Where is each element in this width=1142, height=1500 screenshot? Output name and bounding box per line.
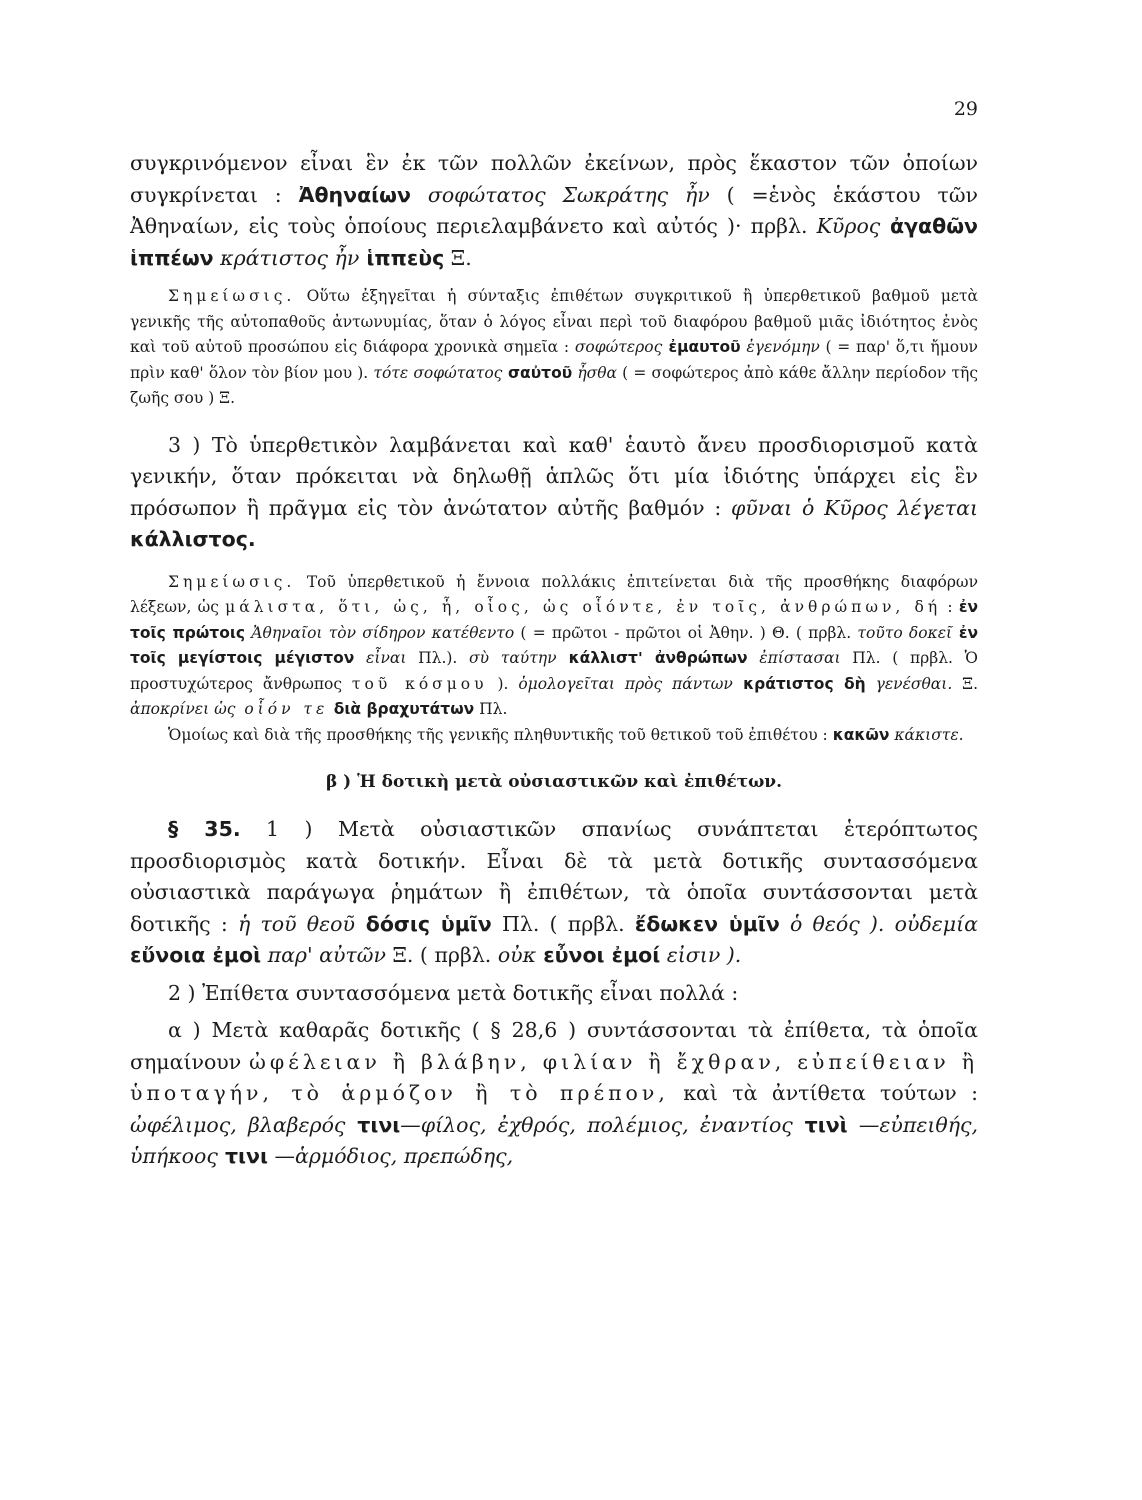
bold-term: ἐν τοῖς μεγίστοις μέγιστον	[130, 623, 979, 667]
paragraph-pure-dative	[130, 1015, 978, 1173]
text-run: ( = σοφώτερος ἀπὸ κάθε ἄλλην περίοδον τῆς ζωῆς σου ) Ξ.	[130, 363, 979, 407]
example-text: ἀποκρίνει ὡς	[130, 700, 236, 718]
bold-term: κάλλιστος.	[130, 527, 256, 551]
text-run: Πλ. ( πρβλ. Ὁ προστυχώτερος ἄνθρωπος	[130, 649, 978, 693]
spaced-words: τοῦ κόσμου	[351, 674, 488, 693]
bold-term: κάλλιστ' ἀνθρώπων	[556, 649, 748, 667]
text-run: ).	[487, 674, 519, 693]
example-text: ὠφέλιμος, βλαβερός	[130, 1112, 346, 1137]
bold-term: εὖνοι ἐμοί	[536, 943, 661, 967]
example-text: —ἁρμόδιος, πρεπώδης,	[268, 1144, 514, 1168]
text-run: Πλ.	[474, 700, 508, 718]
note-label: Σημείωσις.	[168, 287, 296, 305]
text-run: Ὁμοίως καὶ διὰ τῆς προσθήκης τῆς γενικῆς πληθυντικῆς τοῦ θετικοῦ τοῦ ἐπιθέτου :	[168, 725, 833, 744]
example-text: οὐκ	[497, 943, 537, 967]
example-text: Ἀθηναῖοι τὸν σίδηρον κατέθεντο	[245, 623, 515, 642]
text-run: α ) Μετὰ καθαρᾶς δοτικῆς ( § 28,6 ) συντάσσονται τὰ ἐπίθετα, τὰ ὁποῖα σημαίνουν	[130, 1018, 978, 1074]
bold-term: τινι	[217, 1144, 268, 1168]
note-genitive-plural	[130, 723, 978, 749]
bold-term: κράτιστος δὴ	[732, 674, 866, 693]
text-run: Ξ.	[444, 245, 472, 270]
bold-term: τινι	[345, 1112, 401, 1137]
bold-term: διὰ βραχυτάτων	[328, 700, 475, 718]
bold-term: σαὐτοῦ	[502, 363, 573, 382]
text-run: Ξ. ( πρβλ.	[385, 943, 498, 967]
text-run: καὶ τὰ ἀντίθετα τούτων :	[668, 1081, 978, 1105]
paragraph-adjectives-intro: 2 ) Ἐπίθετα συντασσόμενα μετὰ δοτικῆς εἶναι πολλά :	[168, 980, 739, 1005]
text-run: Ξ.	[952, 674, 979, 693]
text-run: Οὕτω ἐξηγεῖται ἡ σύνταξις ἐπιθέτων συγκριτικοῦ ἢ ὑπερθετικοῦ βαθμοῦ μετὰ γενικῆς τῆς αὐτοπαθοῦς ἀντωνυμίας, ὅταν ὁ λόγος εἶναι περὶ τοῦ διαφόρου βαθμοῦ μιᾶς ἰδιότητος ἑνὸς καὶ τοῦ αὐτοῦ προσώπου εἰς διάφορα χρονικὰ σημεῖα :	[130, 287, 978, 356]
bold-term: κακῶν	[832, 725, 890, 744]
example-text: γενέσθαι.	[865, 674, 953, 693]
paragraph-section-35	[130, 814, 978, 972]
example-text: τοῦτο δοκεῖ	[857, 623, 953, 642]
spaced-words: μάλιστα, ὅτι, ὡς, ἧ, οἷος, ὡς οἷόντε, ἐν τοῖς, ἀνθρώπων, δή	[225, 598, 942, 616]
bold-term: ἀγαθῶν ἱππέων	[130, 214, 978, 270]
text-run: Τοῦ ὑπερθετικοῦ ἡ ἔννοια πολλάκις ἐπιτείνεται διὰ τῆς προσθήκης διαφόρων λέξεων, ὡς	[130, 572, 978, 616]
example-text: παρ' αὐτῶν	[261, 943, 386, 967]
example-text: Κῦρος	[816, 214, 881, 238]
bold-term: ἔδωκεν ὑμῖν	[634, 911, 780, 936]
text-run: Πλ.).	[406, 649, 470, 667]
example-text: οὐδεμία	[884, 911, 979, 936]
bold-term: ἐμαυτοῦ	[662, 338, 741, 356]
spaced-words: οἷόν τε	[235, 700, 329, 718]
example-text: τότε σοφώτατος	[373, 363, 503, 382]
example-text: κάκιστε.	[889, 725, 964, 744]
note-label: Σημείωσις.	[168, 572, 296, 591]
text-run: ( =ἑνὸς ἑκάστου τῶν Ἀθηναίων, εἰς τοὺς ὁποίους περιελαμβάνετο καὶ αὐτός )· πρβλ.	[130, 182, 979, 238]
paragraph-superlative	[130, 430, 978, 556]
example-text: ἐγενόμην	[740, 338, 820, 356]
text-run: 1 ) Μετὰ οὐσιαστικῶν σπανίως συνάπτεται ἑτερόπτωτος προσδιορισμὸς κατὰ δοτικήν. Εἶναι δὲ τὰ μετὰ δοτικῆς συντασσόμενα οὐσιαστικὰ παράγωγα ῥημάτων ἢ ἐπιθέτων, τὰ ὁποῖα συντάσσονται μετὰ δοτικῆς :	[130, 817, 978, 936]
bold-term: ἐν τοῖς πρώτοις	[130, 598, 978, 642]
example-text: ὁμολογεῖται πρὸς πάντων	[518, 674, 733, 693]
bold-term: Ἀθηναίων	[298, 182, 411, 207]
bold-term: ἱππεὺς	[359, 245, 445, 270]
example-text: ἦσθα	[572, 363, 617, 382]
example-text: ἐπίστασαι	[747, 649, 841, 667]
bold-term: τινὶ	[792, 1112, 848, 1137]
example-text: φῦναι ὁ Κῦρος λέγεται	[731, 495, 978, 520]
section-number: § 35.	[168, 817, 241, 841]
example-text: —φίλος, ἐχθρός, πολέμιος, ἐναντίος	[400, 1112, 793, 1137]
text-column	[130, 148, 978, 1173]
section-heading: β ) Ἡ δοτικὴ μετὰ οὐσιαστικῶν καὶ ἐπιθέτων.	[325, 772, 783, 792]
example-text: σοφώτατος Σωκράτης ἦν	[410, 182, 710, 207]
page-number: 29	[953, 98, 978, 120]
text-run: ( = παρ' ὅ,τι ἤμουν πρὶν καθ' ὅλον τὸν βίον μου ).	[130, 338, 978, 382]
note-reflexive	[130, 284, 978, 412]
example-text: σὺ ταύτην	[469, 649, 557, 667]
paragraph-comparison	[130, 148, 978, 274]
text-run: Πλ. ( πρβλ.	[491, 911, 635, 936]
example-text: κράτιστος ἦν	[213, 245, 360, 270]
text-run: 3 ) Τὸ ὑπερθετικὸν λαμβάνεται καὶ καθ' ἑαυτὸ ἄνευ προσδιορισμοῦ κατὰ γενικήν, ὅταν πρόκειται νὰ δηλωθῇ ἁπλῶς ὅτι μία ἰδιότης ὑπάρχει εἰς ἓν πρόσωπον ἢ πρᾶγμα εἰς τὸν ἀνώτατον αὐτῆς βαθμόν :	[130, 432, 978, 520]
bold-term: δόσις ὑμῖν	[354, 911, 492, 936]
text-run: συγκρινόμενον εἶναι ἓν ἐκ τῶν πολλῶν ἐκείνων, πρὸς ἕκαστον τῶν ὁποίων συγκρίνεται :	[130, 151, 978, 207]
example-text: σοφώτερος	[574, 338, 663, 356]
text-run: ( = πρῶτοι - πρῶτοι οἱ Ἀθην. ) Θ. ( πρβλ.	[514, 623, 858, 642]
text-run: :	[941, 598, 959, 616]
bold-term: εὔνοια ἐμοὶ	[130, 943, 262, 967]
example-text: —εὐπειθής, ὑπήκοος	[130, 1112, 978, 1168]
example-text: ὁ θεός ).	[779, 911, 885, 936]
spaced-words: ὠφέλειαν ἢ βλάβην, φιλίαν ἢ ἔχθραν, εὐπείθειαν ἢ ὑποταγήν, τὸ ἁρμόζον ἢ τὸ πρέπον,	[130, 1049, 979, 1105]
example-text: ἡ τοῦ θεοῦ	[237, 911, 355, 936]
example-text: εἶναι	[354, 649, 407, 667]
note-intensifiers	[130, 570, 978, 723]
example-text: εἰσιν ).	[660, 943, 742, 967]
